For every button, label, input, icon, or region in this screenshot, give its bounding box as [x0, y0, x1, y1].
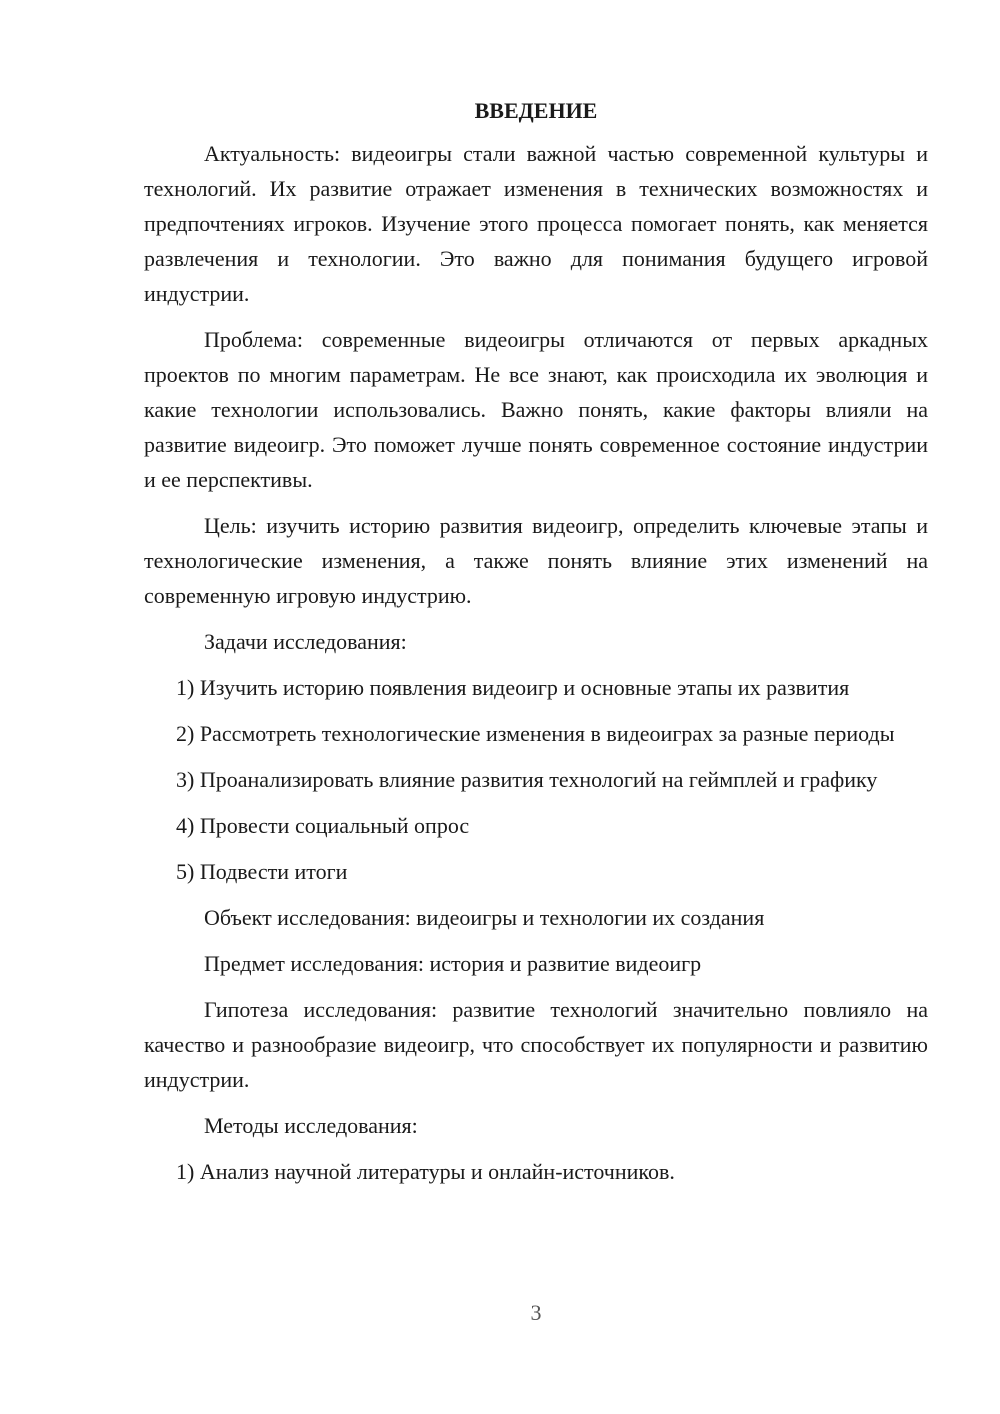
list-item: 3) Проанализировать влияние развития технологий на геймплей и графику [176, 767, 878, 792]
section-title: ВВЕДЕНИЕ [474, 98, 598, 123]
goal-paragraph: Цель: изучить историю развития видеоигр, определить ключевые этапы и технологические изменения, а также понять влияние этих изменений на современную игровую индустрию. [144, 513, 928, 608]
list-item: 1) Изучить историю появления видеоигр и основные этапы их развития [176, 675, 850, 700]
page-content [144, 96, 928, 1200]
problem-paragraph: Проблема: современные видеоигры отличаются от первых аркадных проектов по многим параметрам. Не все знают, как происходила их эволюция и какие технологии использовались. Важно понять, какие факторы влияли на развитие видеоигр. Это поможет лучше понять современное состояние индустрии и ее перспективы. [144, 327, 928, 492]
list-item: 5) Подвести итоги [176, 859, 348, 884]
list-item: 4) Провести социальный опрос [176, 813, 470, 838]
methods-list [144, 1154, 928, 1189]
list-item: 2) Рассмотреть технологические изменения в видеоиграх за разные периоды [176, 721, 895, 746]
tasks-heading: Задачи исследования: [204, 629, 407, 654]
object-paragraph: Объект исследования: видеоигры и технологии их создания [204, 905, 765, 930]
hypothesis-paragraph: Гипотеза исследования: развитие технологий значительно повлияло на качество и разнообразие видеоигр, что способствует их популярности и развитию индустрии. [144, 997, 928, 1092]
relevance-paragraph: Актуальность: видеоигры стали важной частью современной культуры и технологий. Их развитие отражает изменения в технических возможностях и предпочтениях игроков. Изучение этого процесса помогает понять, как меняется развлечения и технологии. Это важно для понимания будущего игровой индустрии. [144, 141, 928, 306]
list-item: 1) Анализ научной литературы и онлайн-источников. [176, 1159, 675, 1184]
tasks-list [144, 670, 928, 889]
methods-heading: Методы исследования: [204, 1113, 418, 1138]
page-number: 3 [530, 1300, 542, 1325]
subject-paragraph: Предмет исследования: история и развитие видеоигр [204, 951, 702, 976]
